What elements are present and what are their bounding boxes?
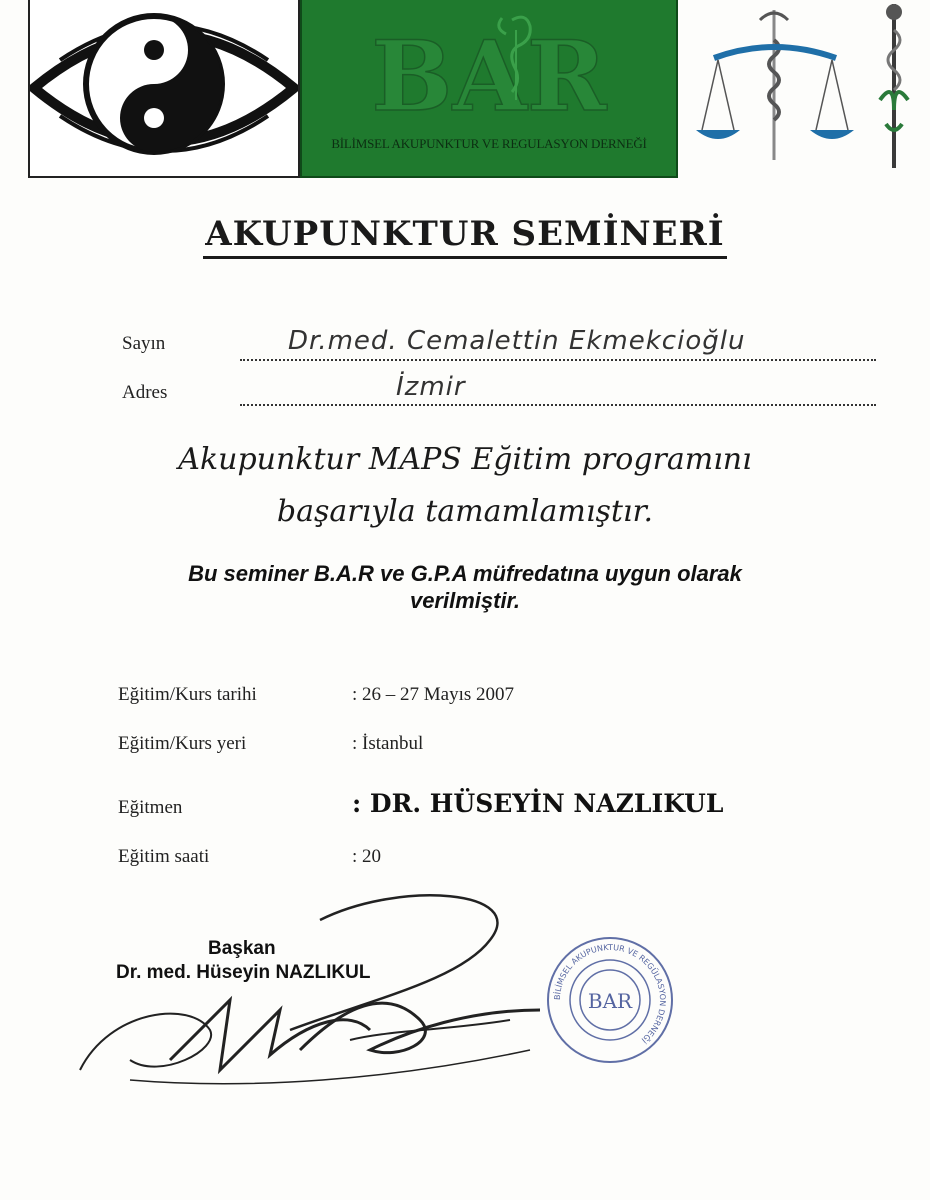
course-hours-value: : 20 — [352, 846, 382, 867]
instructor-value: : DR. HÜSEYİN NAZLIKUL — [352, 789, 724, 818]
course-date-label: Eğitim/Kurs tarihi — [118, 684, 257, 705]
certificate-title-text: AKUPUNKTUR SEMİNERİ — [203, 214, 726, 259]
association-name: BİLİMSEL AKUPUNKTUR VE REGULASYON DERNEĞİ — [331, 136, 647, 151]
address-label: Adres — [122, 382, 168, 403]
yin-yang-eye-logo — [28, 0, 300, 178]
instructor-label: Eğitmen — [118, 797, 183, 818]
address-value: İzmir — [396, 372, 466, 402]
association-logo — [300, 0, 678, 178]
handwritten-signature — [70, 880, 550, 1100]
stamp-ring-text: BİLİMSEL AKUPUNKTUR VE REGÜLASYON DERNEĞİ — [552, 942, 668, 1045]
association-stamp — [540, 930, 680, 1070]
course-location-label: Eğitim/Kurs yeri — [118, 733, 247, 754]
svg-text:BAR: BAR — [371, 20, 607, 133]
stamp-center-text: BAR — [587, 989, 633, 1013]
address-line — [240, 378, 876, 406]
course-date-value: : 26 – 27 Mayıs 2007 — [352, 684, 515, 705]
course-hours-label: Eğitim saati — [118, 846, 210, 867]
signatory-name: Dr. med. Hüseyin NAZLIKUL — [116, 962, 371, 983]
recipient-value: Dr.med. Cemalettin Ekmekcioğlu — [288, 326, 746, 356]
signatory-title: Başkan — [208, 938, 276, 959]
curriculum-note-line-1: Bu seminer B.A.R ve G.P.A müfredatına uygun olarak — [188, 561, 742, 586]
scales-of-justice-logo — [690, 0, 930, 178]
statement-line-2: başarıyla tamamlamıştır. — [276, 494, 654, 529]
statement-line-1: Akupunktur MAPS Eğitim programını — [178, 442, 752, 477]
curriculum-note-line-2: verilmiştir. — [409, 588, 521, 613]
certificate-title — [0, 214, 930, 254]
recipient-label: Sayın — [122, 333, 166, 354]
course-location-value: : İstanbul — [352, 733, 424, 754]
